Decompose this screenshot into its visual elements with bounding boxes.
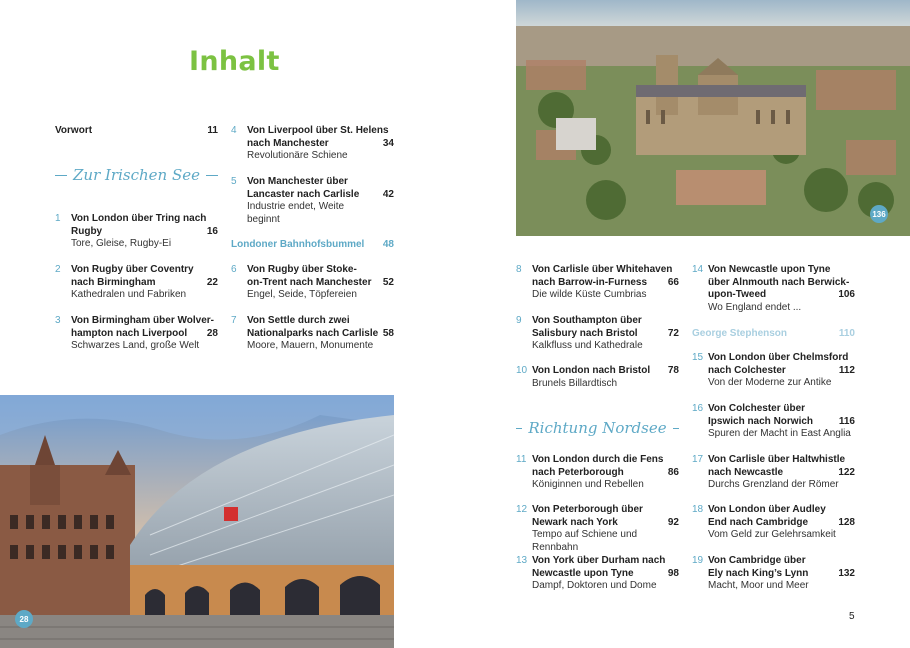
entry-title: nach Barrow-in-Furness [532,276,648,288]
entry-number: 6 [231,264,237,275]
entry-number: 13 [516,555,528,566]
entry-page: 128 [838,516,855,528]
entry-page: 16 [206,225,218,237]
entry-title: Ely nach King’s Lynn [708,567,809,579]
entry-title: Von Peterborough über [532,504,643,515]
entry-subtitle: Tore, Gleise, Rugby-Ei [71,238,172,250]
entry-title: nach Peterborough [532,466,624,478]
entry-page: 52 [382,276,394,288]
toc-entry[interactable] [516,315,679,353]
photo-page-badge: 28 [15,610,33,628]
entry-page: 34 [382,137,394,149]
entry-number: 3 [55,315,61,326]
entry-page: 106 [838,289,855,301]
entry-number: 11 [516,454,527,465]
entry-subtitle: Engel, Seide, Töpfereien [247,289,357,301]
toc-entry[interactable] [692,264,855,314]
page-number: 5 [849,611,855,622]
feature-title: George Stephenson [692,328,788,339]
entry-title: Von Colchester über [708,403,806,414]
entry-title: Newcastle upon Tyne [532,567,634,579]
entry-subtitle: Durchs Grenzland der Römer [708,479,839,491]
feature-page: 48 [382,239,394,250]
entry-subtitle: Von der Moderne zur Antike [708,377,832,389]
entry-title: Lancaster nach Carlisle [247,188,360,200]
entry-title: Nationalparks nach Carlisle [247,327,379,339]
section-title: Richtung Nordsee [528,419,667,437]
entry-page: 78 [667,365,679,376]
entry-page: 58 [382,327,394,339]
entry-title: über Alnmouth nach Berwick- [708,276,850,288]
entry-subtitle: beginnt [247,213,280,225]
entry-page: 116 [838,415,855,427]
entry-page: 42 [382,188,394,200]
entry-subtitle: Tempo auf Schiene und Rennbahn [532,529,638,553]
entry-subtitle: Kathedralen und Fabriken [71,289,187,301]
entry-number: 2 [55,264,61,275]
divider [516,428,522,429]
entry-page: 66 [667,276,679,288]
entry-title: nach Colchester [708,364,786,376]
entry-title: nach Birmingham [71,276,156,288]
entry-subtitle: Kalkfluss und Kathedrale [532,340,643,352]
entry-subtitle: Brunels Billardtisch [532,377,618,389]
entry-title: hampton nach Liverpool [71,327,188,339]
entry-number: 16 [692,403,704,414]
entry-title: Von Rugby über Coventry [71,264,194,275]
entry-title: Von Settle durch zwei [247,315,350,326]
entry-title: Ipswich nach Norwich [708,415,814,427]
toc-entry[interactable] [516,264,679,302]
entry-title: nach Manchester [247,137,329,149]
entry-subtitle: Moore, Mauern, Monumente [247,340,374,352]
entry-title: upon-Tweed [708,289,767,301]
entry-subtitle: Spuren der Macht in East Anglia [708,428,851,440]
toc-special-feature[interactable] [231,239,394,250]
station-illustration [0,395,394,648]
cathedral-illustration [516,0,910,236]
entry-title: Von London über Audley [708,504,826,515]
page-title: Inhalt [189,46,280,77]
toc-entry[interactable] [55,213,218,251]
entry-subtitle: Revolutionäre Schiene [247,150,348,162]
entry-page: 92 [667,516,679,528]
toc-entry[interactable] [231,176,394,226]
toc-entry[interactable] [692,403,855,441]
entry-title: Von Newcastle upon Tyne [708,264,831,275]
entry-subtitle: Vom Geld zur Gelehrsamkeit [708,529,836,541]
entry-page: 22 [206,276,218,288]
section-heading-irish-sea [55,166,218,184]
entry-title: Von Rugby über Stoke- [247,264,357,275]
entry-number: 19 [692,555,704,566]
feature-title: Londoner Bahnhofsbummel [231,239,365,250]
entry-subtitle: Dampf, Doktoren und Dome [532,580,657,592]
vorwort-label: Vorwort [55,125,93,136]
entry-page: 72 [667,327,679,339]
entry-title: Von London durch die Fens [532,454,664,465]
divider [55,175,67,176]
entry-page: 122 [838,466,855,478]
entry-subtitle: Schwarzes Land, große Welt [71,340,200,352]
entry-subtitle: Industrie endet, Weite [247,201,345,213]
entry-title: Von London über Chelmsford [708,352,849,363]
entry-page: 132 [838,567,855,579]
toc-entry[interactable] [692,555,855,593]
toc-special-feature[interactable] [692,328,855,339]
entry-number: 4 [231,125,237,136]
entry-page: 28 [206,327,218,339]
entry-title: nach Newcastle [708,466,784,478]
entry-title: Von Cambridge über [708,555,806,566]
entry-page: 86 [667,466,679,478]
toc-entry[interactable] [231,315,394,353]
entry-subtitle: Die wilde Küste Cumbrias [532,289,647,301]
entry-number: 12 [516,504,528,515]
toc-entry[interactable] [231,264,394,302]
section-heading-north-sea [516,419,679,437]
entry-title: Von York über Durham nach [532,555,666,566]
entry-title: Von Manchester über [247,176,348,187]
entry-number: 1 [55,213,61,224]
entry-title: Rugby [71,225,103,237]
entry-page: 98 [667,567,679,579]
entry-number: 8 [516,264,522,275]
entry-title: Newark nach York [532,516,618,528]
toc-entry[interactable] [55,264,218,302]
entry-title: Von Carlisle über Whitehaven [532,264,673,275]
entry-page: 112 [838,364,855,376]
entry-title: Von Southampton über [532,315,642,326]
entry-number: 15 [692,352,704,363]
photo-ely-cathedral [516,0,910,236]
toc-vorwort[interactable] [55,125,218,136]
toc-entry[interactable] [55,315,218,353]
divider [673,428,679,429]
entry-title: Von London über Tring nach [71,213,207,224]
entry-number: 14 [692,264,704,275]
toc-entry[interactable] [516,504,679,554]
toc-entry[interactable] [231,125,394,163]
entry-number: 5 [231,176,237,187]
section-title: Zur Irischen See [72,166,200,184]
entry-title: on-Trent nach Manchester [247,276,372,288]
entry-number: 7 [231,315,237,326]
entry-number: 18 [692,504,704,515]
toc-entry[interactable] [692,454,855,492]
entry-number: 9 [516,315,522,326]
entry-title: Von Birmingham über Wolver- [71,315,214,326]
toc-entry[interactable] [516,555,679,593]
entry-title: Von Carlisle über Haltwhistle [708,454,846,465]
toc-entry[interactable] [692,352,855,390]
vorwort-page: 11 [207,125,218,136]
entry-title: Von London nach Bristol [532,365,651,376]
entry-number: 17 [692,454,704,465]
entry-title: Salisbury nach Bristol [532,327,638,339]
entry-subtitle: Wo England endet ... [708,301,802,313]
toc-entry[interactable] [516,365,679,390]
photo-lime-street-station [0,395,394,648]
toc-entry[interactable] [516,454,679,492]
entry-number: 10 [516,365,528,376]
photo-page-badge: 136 [870,205,888,223]
entry-subtitle: Macht, Moor und Meer [708,580,809,592]
divider [206,175,218,176]
entry-subtitle: Königinnen und Rebellen [532,479,644,491]
feature-page: 110 [838,328,855,339]
entry-title: End nach Cambridge [708,516,809,528]
entry-title: Von Liverpool über St. Helens [247,125,389,136]
toc-entry[interactable] [692,504,855,542]
